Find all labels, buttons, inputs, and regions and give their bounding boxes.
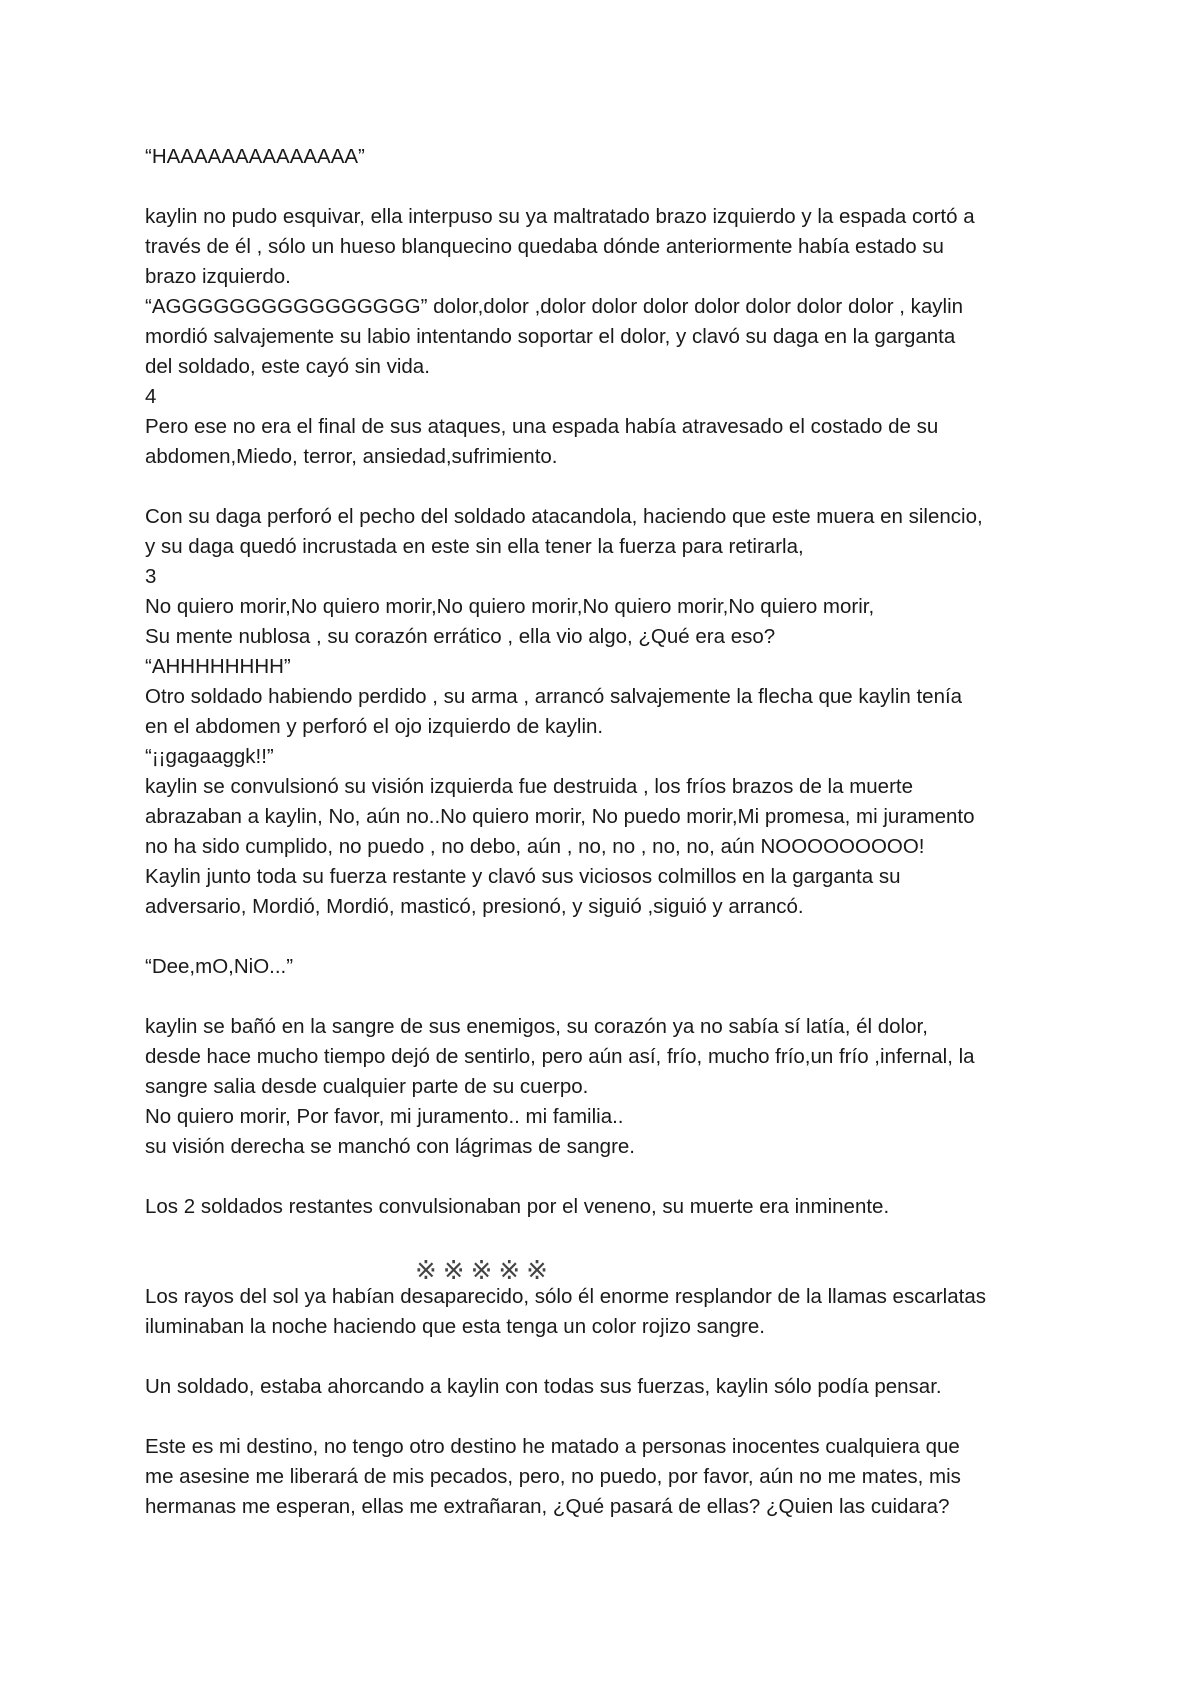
blank-line: [145, 1402, 1065, 1432]
text-body-part-1: [145, 142, 1065, 1252]
text-line: brazo izquierdo.: [145, 265, 291, 288]
text-line: “AHHHHHHHH”: [145, 655, 291, 678]
blank-line: [145, 1222, 1065, 1252]
text-line: Kaylin junto toda su fuerza restante y clavó sus viciosos colmillos en la garganta su: [145, 865, 901, 888]
text-line: su visión derecha se manchó con lágrimas de sangre.: [145, 1135, 635, 1158]
text-line: iluminaban la noche haciendo que esta tenga un color rojizo sangre.: [145, 1315, 765, 1338]
text-line: través de él , sólo un hueso blanquecino quedaba dónde anteriormente había estado su: [145, 235, 944, 258]
text-line: kaylin no pudo esquivar, ella interpuso su ya maltratado brazo izquierdo y la espada cortó a: [145, 205, 975, 228]
text-line: “¡¡gagaaggk!!”: [145, 745, 274, 768]
text-line: “Dee,mO,NiO...”: [145, 955, 294, 978]
blank-line: [145, 1342, 1065, 1372]
text-line: desde hace mucho tiempo dejó de sentirlo, pero aún así, frío, mucho frío,un frío ,infernal, la: [145, 1045, 975, 1068]
blank-line: [145, 172, 1065, 202]
text-line: “HAAAAAAAAAAAAAA”: [145, 145, 365, 168]
blank-line: [145, 472, 1065, 502]
blank-line: [145, 922, 1065, 952]
text-body-part-2: [145, 1282, 1065, 1522]
text-line: “AGGGGGGGGGGGGGGGG” dolor,dolor ,dolor dolor dolor dolor dolor dolor dolor , kaylin: [145, 295, 964, 318]
text-line: adversario, Mordió, Mordió, masticó, presionó, y siguió ,siguió y arrancó.: [145, 895, 804, 918]
text-line: Un soldado, estaba ahorcando a kaylin con todas sus fuerzas, kaylin sólo podía pensar.: [145, 1375, 942, 1398]
text-line: sangre salia desde cualquier parte de su cuerpo.: [145, 1075, 589, 1098]
text-line: me asesine me liberará de mis pecados, pero, no puedo, por favor, aún no me mates, mis: [145, 1465, 961, 1488]
text-line: hermanas me esperan, ellas me extrañaran, ¿Qué pasará de ellas? ¿Quien las cuidara?: [145, 1495, 950, 1518]
text-line: 4: [145, 385, 157, 408]
section-separator: ※※※※※: [415, 1256, 554, 1286]
blank-line: [145, 982, 1065, 1012]
text-line: Los 2 soldados restantes convulsionaban por el veneno, su muerte era inminente.: [145, 1195, 890, 1218]
text-line: kaylin se bañó en la sangre de sus enemigos, su corazón ya no sabía sí latía, él dolor,: [145, 1015, 928, 1038]
document-page: [145, 142, 1065, 1522]
blank-line: [145, 1162, 1065, 1192]
text-line: kaylin se convulsionó su visión izquierda fue destruida , los fríos brazos de la muerte: [145, 775, 914, 798]
text-line: no ha sido cumplido, no puedo , no debo, aún , no, no , no, no, aún NOOOOOOOOO!: [145, 835, 925, 858]
text-line: en el abdomen y perforó el ojo izquierdo de kaylin.: [145, 715, 604, 738]
text-line: abdomen,Miedo, terror, ansiedad,sufrimiento.: [145, 445, 558, 468]
text-line: abrazaban a kaylin, No, aún no..No quiero morir, No puedo morir,Mi promesa, mi juramento: [145, 805, 975, 828]
text-line: Pero ese no era el final de sus ataques, una espada había atravesado el costado de su: [145, 415, 939, 438]
text-line: Los rayos del sol ya habían desaparecido, sólo él enorme resplandor de la llamas escarlatas: [145, 1285, 986, 1308]
text-line: Otro soldado habiendo perdido , su arma , arrancó salvajemente la flecha que kaylin tenía: [145, 685, 963, 708]
text-line: mordió salvajemente su labio intentando soportar el dolor, y clavó su daga en la garganta: [145, 325, 956, 348]
text-line: Este es mi destino, no tengo otro destino he matado a personas inocentes cualquiera que: [145, 1435, 960, 1458]
text-line: y su daga quedó incrustada en este sin ella tener la fuerza para retirarla,: [145, 535, 804, 558]
text-line: del soldado, este cayó sin vida.: [145, 355, 430, 378]
text-line: No quiero morir,No quiero morir,No quiero morir,No quiero morir,No quiero morir,: [145, 595, 875, 618]
text-line: Su mente nublosa , su corazón errático , ella vio algo, ¿Qué era eso?: [145, 625, 776, 648]
text-line: 3: [145, 565, 157, 588]
text-line: Con su daga perforó el pecho del soldado atacandola, haciendo que este muera en silencio,: [145, 505, 983, 528]
text-line: No quiero morir, Por favor, mi juramento.. mi familia..: [145, 1105, 624, 1128]
